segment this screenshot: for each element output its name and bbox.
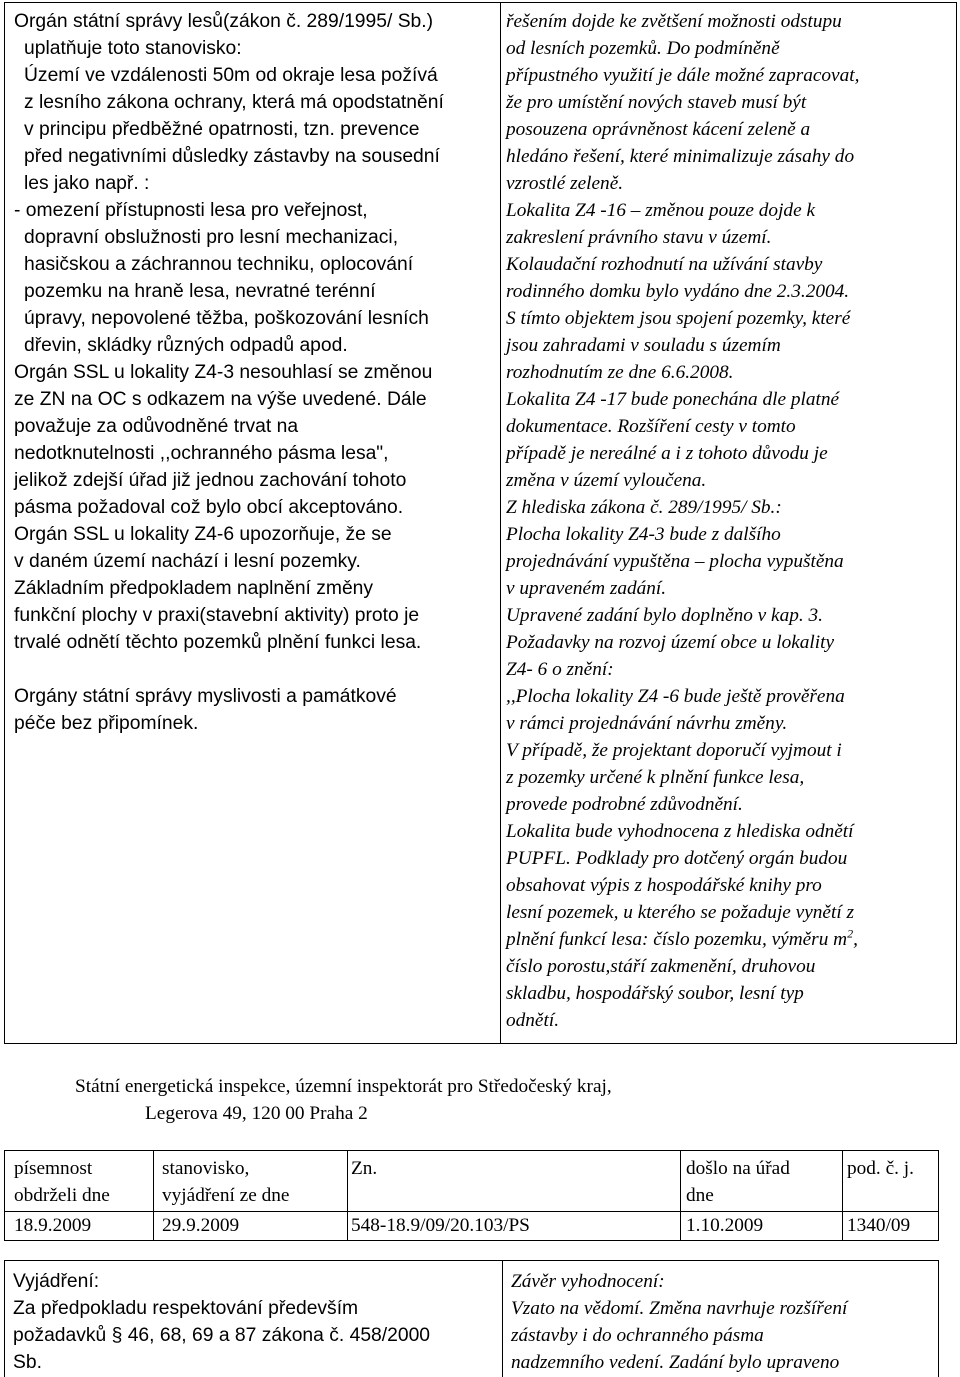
- text-line: Vzato na vědomí. Změna navrhuje rozšíření: [511, 1298, 848, 1319]
- header-text: písemnost: [14, 1158, 93, 1179]
- text-line: v daném území nachází i lesní pozemky.: [14, 551, 361, 572]
- statement-label: Vyjádření:: [13, 1271, 100, 1292]
- text-fragment: ,: [853, 929, 858, 950]
- text-line: Z4- 6 o znění:: [506, 659, 614, 680]
- text-line: Orgán státní správy lesů(zákon č. 289/1995/ Sb.): [14, 11, 434, 32]
- text-line: Území ve vzdálenosti 50m od okraje lesa požívá: [24, 65, 438, 86]
- header-text: vyjádření ze dne: [162, 1185, 290, 1206]
- text-line: Požadavky na rozvoj území obce u lokality: [506, 632, 835, 653]
- text-line: dopravní obslužnosti pro lesní mechanizaci,: [24, 227, 399, 248]
- text-line: od lesních pozemků. Do podmíněně: [506, 38, 780, 59]
- text-line: rodinného domku bylo vydáno dne 2.3.2004.: [506, 281, 850, 302]
- text-line: provede podrobné zdůvodnění.: [506, 794, 743, 815]
- evaluation-cell: [511, 1268, 847, 1376]
- text-line: Orgán SSL u lokality Z4-3 nesouhlasí se změnou: [14, 362, 433, 383]
- text-line: ,,Plocha lokality Z4 -6 bude ještě prověřena: [506, 686, 845, 707]
- text-line: v rámci projednávání návrhu změny.: [506, 713, 788, 734]
- text-line: z lesního zákona ochrany, která má opodstatnění: [24, 92, 444, 113]
- text-line: V případě, že projektant doporučí vyjmout i: [506, 740, 842, 761]
- text-line: pozemku na hraně lesa, nevratné terénní: [24, 281, 376, 302]
- text-line: projednávání vypuštěna – plocha vypuštěna: [506, 551, 844, 572]
- text-line: Orgán SSL u lokality Z4-6 upozorňuje, že se: [14, 524, 392, 545]
- col-divider: [153, 1151, 154, 1240]
- text-line: lesní pozemek, u kterého se požaduje vynětí z: [506, 902, 855, 923]
- text-line: nedotknutelnosti ,,ochranného pásma lesa",: [14, 443, 389, 464]
- value-cell: 18.9.2009: [14, 1215, 92, 1236]
- text-line: funkční plochy v praxi(stavební aktivity) proto je: [14, 605, 420, 626]
- col-divider: [347, 1151, 348, 1240]
- text-line: zástavby i do ochranného pásma: [511, 1325, 764, 1346]
- col-divider: [680, 1151, 681, 1240]
- text-line: dřevin, skládky různých odpadů apod.: [24, 335, 348, 356]
- right-column: [506, 8, 859, 1034]
- value-cell: 29.9.2009: [162, 1215, 240, 1236]
- text-line: v upraveném zadání.: [506, 578, 667, 599]
- text-line: Lokalita bude vyhodnocena z hlediska odnětí: [506, 821, 854, 842]
- ssl-statements: [14, 359, 444, 656]
- text-line: případě je nereálné a i z tohoto důvodu je: [506, 443, 828, 464]
- text-line: Upravené zadání bylo doplněno v kap. 3.: [506, 605, 824, 626]
- text-line: hledáno řešení, které minimalizuje zásahy do: [506, 146, 855, 167]
- text-line: dokumentace. Rozšíření cesty v tomto: [506, 416, 796, 437]
- column-divider: [500, 3, 501, 1043]
- text-line: les jako např. :: [24, 173, 150, 194]
- text-line: jsou zahradami v souladu s územím: [506, 335, 781, 356]
- header-cell: [686, 1155, 790, 1209]
- left-column: [14, 8, 444, 737]
- evaluation-label: Závěr vyhodnocení:: [511, 1271, 665, 1292]
- header-text: došlo na úřad: [686, 1158, 790, 1179]
- top-table: [4, 2, 957, 1044]
- statement-cell: [13, 1268, 430, 1376]
- text-line: nadzemního vedení. Zadání bylo upraveno: [511, 1352, 840, 1373]
- col-divider: [842, 1151, 843, 1240]
- section-heading: [75, 1073, 612, 1127]
- text-line: Lokalita Z4 -16 – změnou pouze dojde k: [506, 200, 816, 221]
- heading-line: Legerova 49, 120 00 Praha 2: [145, 1103, 368, 1124]
- text-line: v principu předběžné opatrnosti, tzn. prevence: [24, 119, 420, 140]
- header-cell: [847, 1155, 914, 1182]
- text-line: úpravy, nepovolené těžba, poškozování lesních: [24, 308, 429, 329]
- text-line: Za předpokladu respektování především: [13, 1298, 359, 1319]
- text-line: trvalé odnětí těchto pozemků plnění funkci lesa.: [14, 632, 422, 653]
- text-line: skladbu, hospodářský soubor, lesní typ: [506, 983, 804, 1004]
- text-line: rozhodnutím ze dne 6.6.2008.: [506, 362, 734, 383]
- value-cell: 1340/09: [847, 1215, 911, 1236]
- text-line: před negativními důsledky zástavby na sousední: [24, 146, 440, 167]
- column-divider: [502, 1261, 503, 1377]
- value-cell: 548-18.9/09/20.103/PS: [351, 1215, 530, 1236]
- text-fragment: plnění funkcí lesa: číslo pozemku, výměru m: [506, 929, 848, 950]
- spacer: [14, 656, 444, 683]
- header-text: Zn.: [351, 1158, 378, 1179]
- text-line: Orgány státní správy myslivosti a památkové: [14, 686, 397, 707]
- text-line: že pro umístění nových staveb musí být: [506, 92, 807, 113]
- text-line: posouzena oprávněnost kácení zeleně a: [506, 119, 811, 140]
- forest-authority-intro: [14, 8, 444, 197]
- text-line: obsahovat výpis z hospodářské knihy pro: [506, 875, 822, 896]
- header-cell: [14, 1155, 110, 1209]
- text-line: Z hlediska zákona č. 289/1995/ Sb.:: [506, 497, 782, 518]
- text-line: PUPFL. Podklady pro dotčený orgán budou: [506, 848, 848, 869]
- superscript: 2: [847, 926, 854, 941]
- header-text: obdrželi dne: [14, 1185, 110, 1206]
- info-table: [4, 1150, 939, 1241]
- text-line: S tímto objektem jsou spojení pozemky, které: [506, 308, 851, 329]
- text-line: přípustného využití je dále možné zapracovat,: [506, 65, 860, 86]
- text-line: vzrostlé zeleně.: [506, 173, 624, 194]
- header-cell: [351, 1155, 377, 1182]
- text-line: číslo porostu,stáří zakmenění, druhovou: [506, 956, 816, 977]
- bottom-table: [4, 1260, 939, 1377]
- text-line: hasičskou a záchrannou techniku, oplocování: [24, 254, 414, 275]
- header-text: stanovisko,: [162, 1158, 250, 1179]
- text-line: Plocha lokality Z4-3 bude z dalšího: [506, 524, 781, 545]
- text-line-with-superscript: [506, 926, 859, 953]
- text-line: jelikož zdejší úřad již jednou zachování tohoto: [14, 470, 407, 491]
- text-line: uplatňuje toto stanovisko:: [24, 38, 242, 59]
- text-line: požadavků § 46, 68, 69 a 87 zákona č. 458/2000: [13, 1325, 431, 1346]
- heading-line: Státní energetická inspekce, územní inspektorát pro Středočeský kraj,: [75, 1076, 612, 1097]
- text-line: změna v území vyloučena.: [506, 470, 707, 491]
- text-line: pásma požadoval což bylo obcí akceptováno.: [14, 497, 404, 518]
- restrictions-list: [14, 197, 444, 359]
- header-cell: [162, 1155, 289, 1209]
- text-line: ze ZN na OC s odkazem na výše uvedené. Dále: [14, 389, 427, 410]
- value-cell: 1.10.2009: [686, 1215, 764, 1236]
- hunting-heritage-statement: [14, 683, 444, 737]
- text-line: Základním předpokladem naplnění změny: [14, 578, 374, 599]
- text-line: Sb.: [13, 1352, 42, 1373]
- text-line: Kolaudační rozhodnutí na užívání stavby: [506, 254, 823, 275]
- header-text: dne: [686, 1185, 714, 1206]
- text-line: považuje za odůvodněné trvat na: [14, 416, 299, 437]
- text-line: řešením dojde ke zvětšení možnosti odstupu: [506, 11, 842, 32]
- text-line: odnětí.: [506, 1010, 560, 1031]
- text-line: péče bez připomínek.: [14, 713, 199, 734]
- text-line: Lokalita Z4 -17 bude ponechána dle platné: [506, 389, 840, 410]
- header-text: pod. č. j.: [847, 1158, 914, 1179]
- text-line: - omezení přístupnosti lesa pro veřejnost,: [14, 200, 368, 221]
- text-line: zakreslení právního stavu v území.: [506, 227, 772, 248]
- text-line: z pozemky určené k plnění funkce lesa,: [506, 767, 805, 788]
